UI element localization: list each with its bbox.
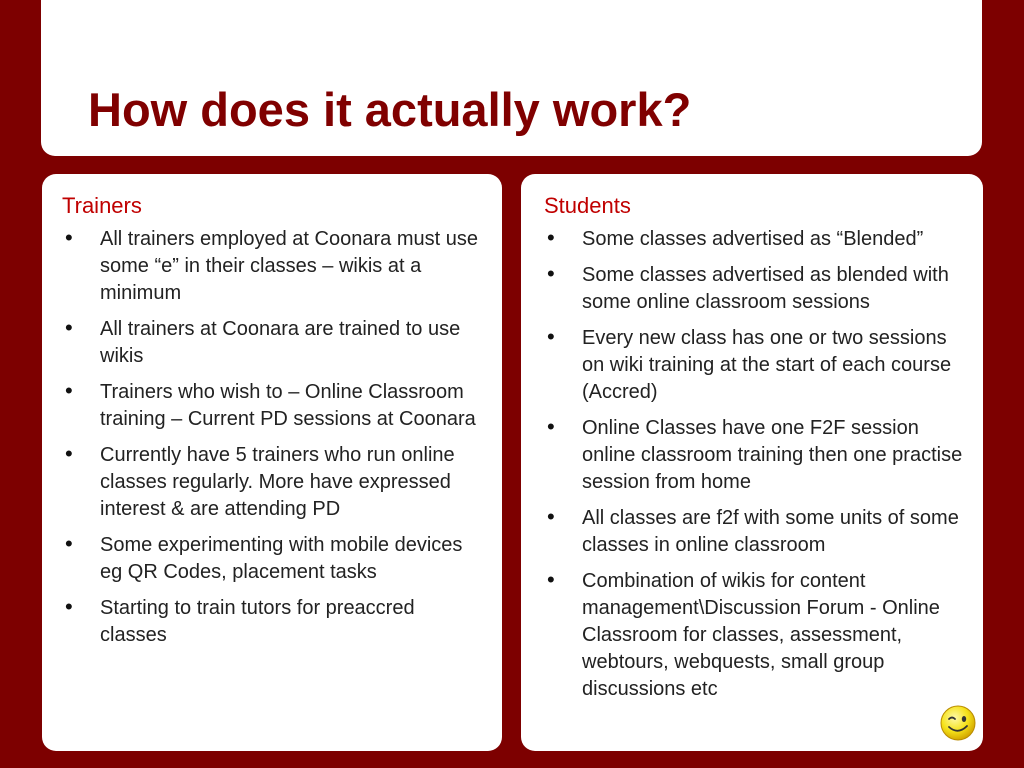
bullet-icon: •: [65, 378, 73, 403]
bullet-icon: •: [547, 324, 555, 349]
list-item-text: All trainers at Coonara are trained to use wikis: [100, 318, 461, 367]
bullet-icon: •: [547, 504, 555, 529]
trainers-panel: [42, 174, 502, 751]
list-item-text: All trainers employed at Coonara must use some “e” in their classes – wikis at a minimum: [100, 228, 478, 304]
list-item-text: Every new class has one or two sessions on wiki training at the start of each course (Accred): [582, 327, 952, 403]
list-item: [544, 226, 965, 253]
list-item-text: Online Classes have one F2F session online classroom training then one practise session from home: [582, 417, 963, 493]
students-list: [544, 226, 965, 703]
bullet-icon: •: [65, 531, 73, 556]
list-item-text: Some classes advertised as blended with some online classroom sessions: [582, 264, 949, 313]
list-item-text: Starting to train tutors for preaccred classes: [100, 597, 415, 646]
list-item: [62, 595, 482, 649]
list-item-text: Some experimenting with mobile devices eg QR Codes, placement tasks: [100, 534, 463, 583]
list-item-text: Currently have 5 trainers who run online classes regularly. More have expressed interest & are attending PD: [100, 444, 455, 520]
list-item: [544, 505, 965, 559]
list-item: [544, 568, 965, 703]
bullet-icon: •: [65, 594, 73, 619]
list-item: [62, 532, 482, 586]
bullet-icon: •: [65, 315, 73, 340]
list-item: [544, 325, 965, 406]
list-item-text: Trainers who wish to – Online Classroom training – Current PD sessions at Coonara: [100, 381, 476, 430]
slide-title: How does it actually work?: [88, 83, 692, 136]
list-item: [544, 415, 965, 496]
trainers-heading: Trainers: [62, 193, 142, 218]
trainers-list: [62, 226, 482, 649]
bullet-icon: •: [547, 261, 555, 286]
bullet-icon: •: [65, 441, 73, 466]
title-panel: [41, 0, 982, 156]
list-item-text: Some classes advertised as “Blended”: [582, 228, 924, 250]
list-item-text: Combination of wikis for content management\Discussion Forum - Online Classroom for classes, assessment, webtours, webquests, small group discussions etc: [582, 570, 940, 700]
winking-smiley-icon: [939, 704, 977, 742]
list-item: [62, 226, 482, 307]
students-heading: Students: [544, 193, 631, 218]
bullet-icon: •: [547, 225, 555, 250]
list-item: [62, 379, 482, 433]
list-item-text: All classes are f2f with some units of some classes in online classroom: [582, 507, 959, 556]
list-item: [62, 316, 482, 370]
list-item: [544, 262, 965, 316]
bullet-icon: •: [65, 225, 73, 250]
bullet-icon: •: [547, 414, 555, 439]
students-panel: [521, 174, 983, 751]
bullet-icon: •: [547, 567, 555, 592]
list-item: [62, 442, 482, 523]
